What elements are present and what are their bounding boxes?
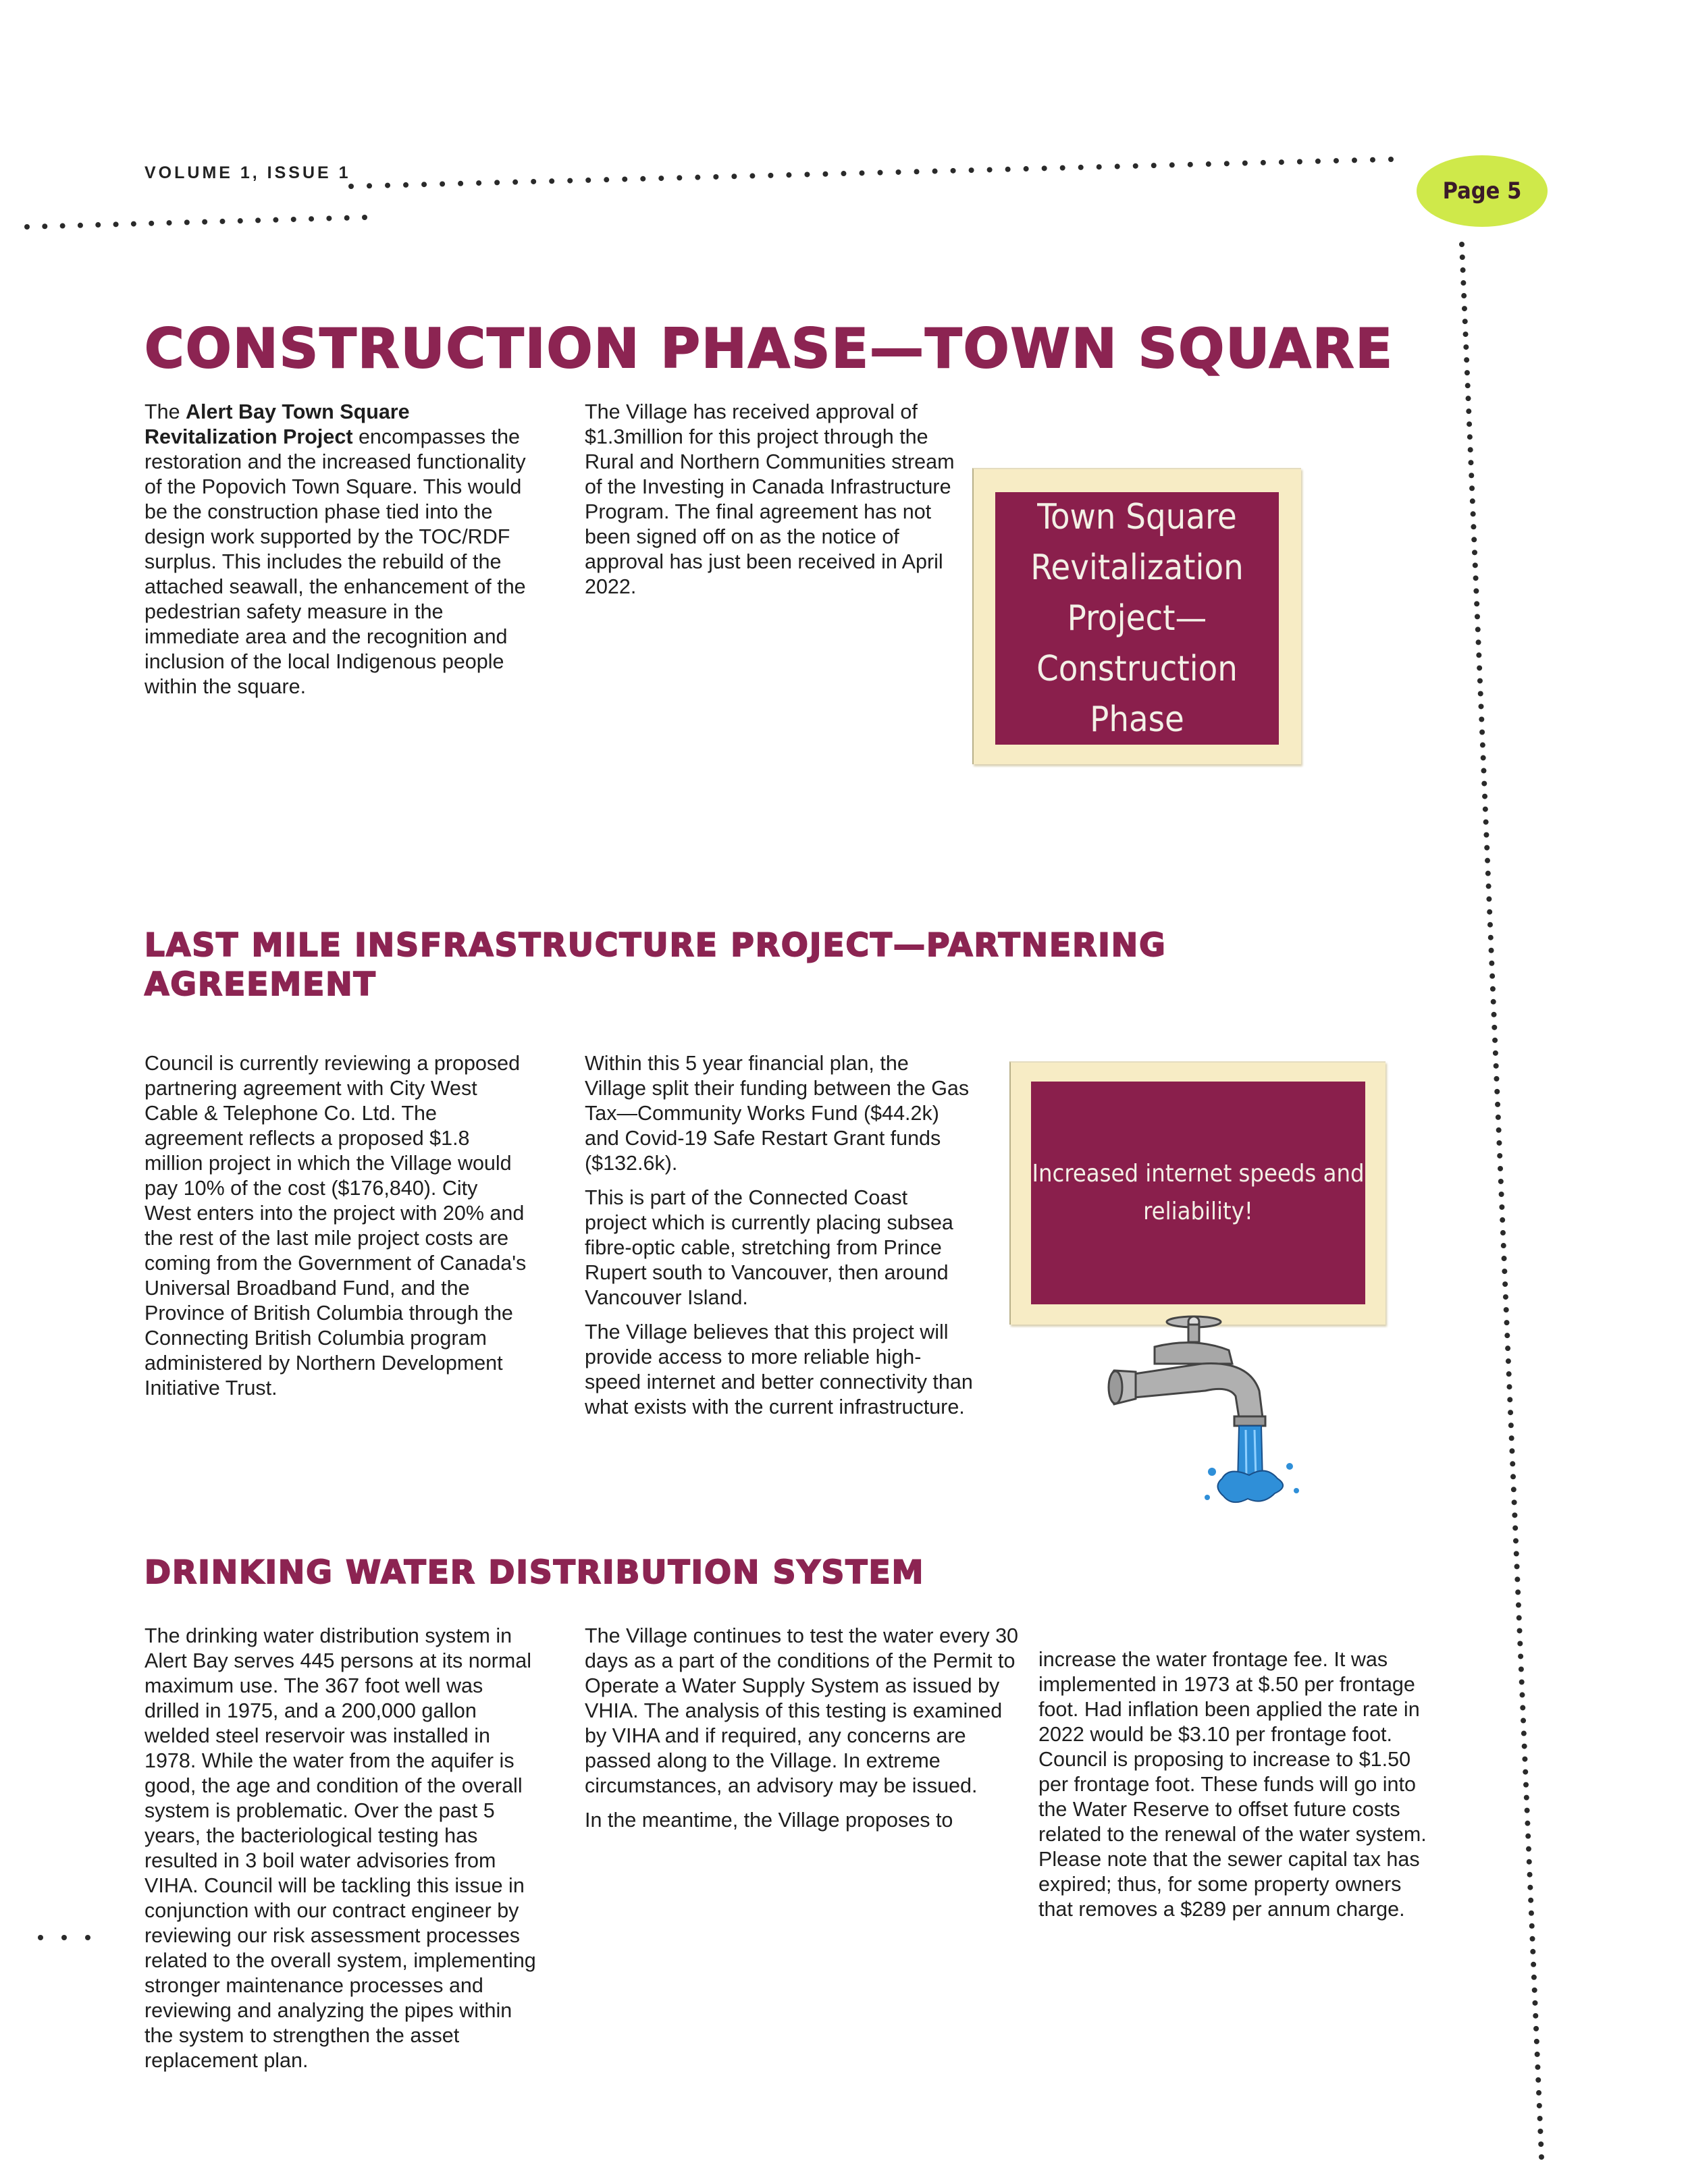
water-column-3: increase the water frontage fee. It was implemented in 1973 at $.50 per frontage foot. Had inflation been applied the rate in 2022 would be $3.10 per frontage foot. Council is proposing to increase to $1.50 per frontage foot. These funds will go into the Water Reserve to offset future costs related to the renewal of the water system. Please note that the sewer capital tax has expired; thus, for some property owners that removes a $289 per annum charge.: [1038, 1648, 1427, 1921]
decorative-dot: [1533, 2026, 1539, 2031]
water-column-2: The Village continues to test the water every 30 days as a part of the conditions of the Permit to Operate a Water Supply System as issued by VHIA. The analysis of this testing is examined by VIHA and if required, any concerns are passed along to the Village. In extreme circumstances, an advisory may be issued. In the meantime, the Village proposes to: [585, 1624, 1019, 1832]
section-title-drinking-water: DRINKING WATER DISTRIBUTION SYSTEM: [144, 1554, 925, 1591]
decorative-dot: [1464, 357, 1469, 363]
decorative-dot: [113, 221, 119, 227]
decorative-dot: [1476, 652, 1481, 658]
decorative-dot: [1471, 537, 1477, 542]
decorative-dot: [238, 218, 243, 223]
decorative-dot: [804, 171, 810, 177]
decorative-dot: [1476, 639, 1481, 645]
decorative-dot: [167, 220, 172, 225]
decorative-dot: [1465, 370, 1470, 375]
decorative-dot: [1492, 1025, 1497, 1030]
decorative-dot: [604, 177, 609, 182]
decorative-dot: [622, 176, 627, 182]
decorative-dot: [1516, 1602, 1521, 1607]
decorative-dot: [1507, 1397, 1512, 1402]
decorative-dot: [1315, 159, 1321, 164]
decorative-dot: [1519, 1680, 1525, 1685]
decorative-dot: [1370, 157, 1375, 163]
decorative-dot: [1477, 665, 1482, 670]
decorative-dot: [1517, 1628, 1523, 1633]
decorative-dot: [1536, 2090, 1541, 2096]
decorative-dot: [1459, 242, 1465, 247]
decorative-dot: [1530, 1949, 1535, 1954]
decorative-dot: [95, 222, 101, 228]
decorative-dot: [1490, 986, 1496, 992]
decorative-dot: [1504, 1307, 1509, 1312]
decorative-dot: [1521, 1718, 1526, 1724]
section-title-town-square: CONSTRUCTION PHASE—TOWN SQUARE: [144, 317, 1394, 380]
decorative-dot: [202, 219, 207, 225]
decorative-dot: [1504, 1320, 1510, 1325]
decorative-dot: [1502, 1256, 1507, 1261]
decorative-dot: [768, 173, 773, 178]
decorative-dot: [1496, 1115, 1501, 1120]
decorative-dot: [640, 176, 645, 182]
decorative-dot: [1525, 1821, 1530, 1826]
decorative-dot: [1487, 922, 1493, 928]
decorative-dot: [841, 171, 846, 176]
decorative-dot: [1529, 1911, 1534, 1916]
decorative-dot: [61, 1935, 67, 1940]
decorative-dot: [1498, 1179, 1504, 1184]
decorative-dot: [42, 223, 47, 229]
decorative-dot: [1494, 1076, 1499, 1082]
decorative-dot: [1005, 167, 1011, 172]
decorative-dot: [1042, 165, 1047, 171]
decorative-dot: [1512, 1512, 1517, 1518]
decorative-dot: [1483, 832, 1489, 838]
decorative-dot: [1461, 293, 1467, 298]
decorative-dot: [1486, 897, 1492, 902]
last-mile-column-2: Within this 5 year financial plan, the Village split their funding between the Gas Tax—Community Works Fund ($44.2k) and Covid-19 Safe Restart Grant funds ($132.6k). This is part of the Connected Coast project which is currently placing subsea fibre-optic cable, stretching from Prince Rupert south to Vancouver, then around Vancouver Island. The Village believes that this project will provide access to more reliable high-speed internet and better connectivity than what exists with the current infrastructure.: [585, 1052, 973, 1418]
decorative-dot: [367, 183, 372, 188]
decorative-dot: [1462, 306, 1467, 311]
internet-sidebar-box: [1009, 1061, 1386, 1325]
decorative-dot: [1506, 1384, 1512, 1389]
decorative-dot: [1078, 165, 1084, 170]
decorative-dot: [1532, 2000, 1537, 2006]
decorative-dot: [1520, 1705, 1525, 1711]
decorative-dot: [1169, 162, 1175, 167]
decorative-dot: [1473, 562, 1478, 568]
decorative-dot: [1477, 678, 1483, 683]
decorative-dot: [344, 215, 350, 221]
decorative-dot: [1509, 1448, 1514, 1454]
decorative-dot: [1497, 1153, 1502, 1158]
decorative-dot: [1517, 1641, 1523, 1646]
decorative-dot: [1535, 2077, 1541, 2083]
town-square-sidebar-box: [972, 468, 1301, 764]
decorative-dot: [131, 221, 136, 227]
decorative-dot: [1060, 165, 1065, 171]
decorative-dot: [1529, 1923, 1535, 1929]
decorative-dot: [1525, 1834, 1531, 1839]
decorative-dot: [713, 174, 718, 180]
decorative-dot: [149, 221, 154, 226]
decorative-dot: [1466, 396, 1471, 401]
decorative-dot: [1514, 1564, 1520, 1569]
decorative-dot: [1471, 524, 1476, 529]
decorative-dot: [951, 168, 956, 174]
decorative-dot: [1537, 2129, 1543, 2134]
decorative-dot: [362, 215, 367, 220]
decorative-dot: [1511, 1487, 1516, 1492]
decorative-dot: [1509, 1435, 1514, 1441]
decorative-dot: [458, 181, 463, 186]
decorative-dot: [932, 169, 938, 174]
decorative-dot: [476, 180, 481, 186]
decorative-dot: [1523, 1769, 1528, 1775]
decorative-dot: [1489, 974, 1495, 979]
decorative-dot: [1496, 1127, 1502, 1133]
decorative-dot: [1478, 691, 1483, 696]
decorative-dot: [1469, 485, 1475, 491]
decorative-dot: [494, 180, 500, 185]
decorative-dot: [1532, 1988, 1537, 1993]
decorative-dot: [78, 223, 83, 228]
decorative-dot: [1494, 1089, 1500, 1094]
decorative-dot: [1481, 768, 1486, 774]
decorative-dot: [1514, 1551, 1519, 1556]
decorative-dot: [1481, 755, 1486, 761]
water-column-1: The drinking water distribution system in Alert Bay serves 445 persons at its normal maximum use. The 367 foot well was drilled in 1975, and a 200,000 gallon welded steel reservoir was installed in 1978. While the water from the aquifer is good, the age and condition of the overall system is problematic. Over the past 5 years, the bacteriological testing has resulted in 3 boil water advisories from VIHA. Council will be tackling this issue in conjunction with our contract engineer by reviewing our risk assessment processes related to the overall system, implementing stronger maintenance processes and reviewing and analyzing the pipes within the system to strengthen the asset replacement plan.: [144, 1624, 536, 2072]
decorative-dot: [1525, 1808, 1530, 1813]
decorative-dot: [1514, 1576, 1520, 1582]
decorative-dot: [1512, 1525, 1518, 1530]
decorative-dot: [1496, 1140, 1502, 1146]
decorative-dot: [85, 1935, 90, 1940]
decorative-dot: [1485, 871, 1491, 876]
decorative-dot: [1530, 1936, 1535, 1942]
decorative-dot: [1188, 162, 1193, 167]
last-mile-column-1: Council is currently reviewing a proposed partnering agreement with City West Cable & Telephone Co. Ltd. The agreement reflects a proposed $1.8 million project in which the Village would pay 10% of the cost ($176,840). City West enters into the project with 20% and the rest of the last mile project costs are coming from the Government of Canada's Universal Broadband Fund, and the Province of British Columbia through the Connecting British Columbia program administered by Northern Development Initiative Trust.: [144, 1052, 527, 1400]
decorative-dot: [1468, 447, 1473, 452]
decorative-dot: [1480, 743, 1485, 748]
decorative-dot: [512, 180, 518, 185]
decorative-dot: [1479, 703, 1484, 709]
decorative-dot: [1133, 163, 1138, 169]
decorative-dot: [1489, 948, 1494, 953]
decorative-dot: [822, 171, 828, 177]
town-square-column-2: The Village has received approval of $1.3million for this project through the Rural and Northern Communities stream of the Investing in Canada Infrastructure Program. The final agreement has not been signed off on as the notice of approval has just been received in April 2022.: [585, 400, 955, 598]
decorative-dot: [1508, 1422, 1514, 1428]
decorative-dot: [1483, 820, 1489, 825]
decorative-dot: [1505, 1346, 1510, 1351]
decorative-dot: [1460, 267, 1466, 273]
decorative-dot: [896, 169, 901, 175]
town-square-sidebar-text: Town Square Revitalization Project— Construction Phase: [995, 492, 1279, 745]
page-number-badge: Page 5: [1417, 155, 1548, 227]
decorative-dot: [1498, 1166, 1503, 1171]
decorative-dot: [1537, 2116, 1543, 2121]
decorative-dot: [1471, 511, 1476, 516]
decorative-dot: [1522, 1744, 1527, 1749]
decorative-dot: [1206, 161, 1211, 167]
decorative-dot: [1539, 2154, 1544, 2160]
decorative-dot: [1502, 1269, 1507, 1274]
decorative-dot: [1467, 434, 1473, 440]
decorative-dot: [309, 216, 314, 221]
decorative-dot: [348, 184, 354, 189]
decorative-dot: [1492, 1038, 1498, 1043]
decorative-dot: [1279, 159, 1284, 165]
decorative-dot: [1487, 909, 1492, 915]
decorative-dot: [749, 174, 755, 179]
town-square-column-1: The Alert Bay Town Square Revitalization Project encompasses the restoration and the increased functionality of the Popovich Town Square. This would be the construction phase tied into the design work supported by the TOC/RDF surplus. This includes the rebuild of the attached seawall, the enhancement of the pedestrian safety measure in the immediate area and the recognition and inclusion of the local Indigenous people within the square.: [144, 400, 526, 698]
decorative-dot: [859, 170, 864, 176]
decorative-dot: [1521, 1731, 1527, 1736]
decorative-dot: [1488, 935, 1494, 940]
decorative-dot: [38, 1935, 43, 1940]
decorative-dot: [1527, 1859, 1532, 1865]
decorative-dot: [1534, 2039, 1539, 2044]
decorative-dot: [1483, 807, 1488, 812]
decorative-dot: [1473, 575, 1479, 581]
decorative-dot: [1510, 1461, 1515, 1466]
decorative-dot: [1499, 1192, 1504, 1197]
decorative-dot: [1531, 1962, 1536, 1967]
decorative-dot: [440, 181, 445, 186]
decorative-dot: [1531, 1975, 1537, 1980]
decorative-dot: [1467, 421, 1472, 427]
volume-issue-header: VOLUME 1, ISSUE 1: [144, 163, 351, 182]
decorative-dot: [1151, 163, 1157, 168]
decorative-dot: [1504, 1333, 1510, 1338]
decorative-dot: [1469, 473, 1474, 478]
decorative-dot: [695, 175, 700, 180]
decorative-dot: [1522, 1757, 1527, 1762]
decorative-dot: [1352, 157, 1357, 163]
decorative-dot: [1485, 858, 1490, 863]
decorative-dot: [1494, 1063, 1499, 1069]
decorative-dot: [291, 217, 296, 222]
decorative-dot: [1484, 845, 1489, 851]
project-name: Alert Bay Town Square Revitalization Project: [144, 400, 410, 448]
decorative-dot: [273, 217, 278, 223]
decorative-dot: [1224, 161, 1230, 166]
decorative-dot: [1503, 1294, 1508, 1300]
decorative-dot: [914, 169, 920, 174]
decorative-dot: [385, 183, 390, 188]
decorative-dot: [1463, 331, 1469, 337]
water-faucet-icon: [1094, 1310, 1337, 1526]
section-title-last-mile: LAST MILE INSFRASTRUCTURE PROJECT—PARTNERING AGREEMENT: [144, 927, 1167, 1003]
decorative-dot: [1499, 1204, 1504, 1210]
decorative-dot: [1537, 2103, 1542, 2108]
decorative-dot: [1535, 2052, 1540, 2057]
decorative-dot: [1470, 498, 1475, 504]
decorative-dot: [1506, 1371, 1512, 1377]
decorative-dot: [1473, 588, 1479, 593]
decorative-dot: [1528, 1898, 1533, 1903]
decorative-dot: [1501, 1243, 1506, 1248]
decorative-dot: [1479, 716, 1484, 722]
decorative-dot: [549, 178, 554, 184]
decorative-dot: [1527, 1885, 1533, 1890]
decorative-dot: [1513, 1538, 1519, 1543]
decorative-dot: [1462, 319, 1468, 324]
decorative-dot: [1115, 164, 1120, 169]
decorative-dot: [326, 215, 332, 221]
decorative-dot: [1493, 1050, 1498, 1056]
decorative-dot: [1024, 166, 1029, 171]
decorative-dot: [1482, 794, 1487, 799]
decorative-dot: [1460, 255, 1465, 260]
decorative-dot: [1466, 408, 1471, 414]
decorative-dot: [1533, 2013, 1538, 2019]
decorative-dot: [731, 174, 737, 179]
decorative-dot: [1512, 1499, 1517, 1505]
decorative-dot: [1500, 1217, 1505, 1223]
decorative-dot: [1500, 1230, 1506, 1235]
decorative-dot: [1516, 1615, 1522, 1620]
decorative-dot: [1297, 159, 1302, 165]
decorative-dot: [1474, 601, 1479, 606]
decorative-dot: [421, 182, 427, 187]
decorative-dot: [1515, 1589, 1521, 1595]
decorative-dot: [1486, 884, 1492, 889]
decorative-dot: [1491, 999, 1496, 1005]
decorative-dot: [60, 223, 65, 229]
decorative-dot: [1535, 2065, 1540, 2070]
decorative-dot: [567, 178, 573, 184]
decorative-dot: [1526, 1846, 1531, 1852]
decorative-dot: [1388, 157, 1394, 162]
decorative-dot: [403, 182, 408, 188]
decorative-dot: [1463, 344, 1469, 350]
decorative-dot: [1538, 2141, 1544, 2147]
decorative-dot: [1334, 158, 1339, 163]
decorative-dot: [1492, 1012, 1497, 1017]
decorative-dot: [1475, 614, 1480, 619]
decorative-dot: [1495, 1102, 1500, 1107]
decorative-dot: [969, 167, 974, 173]
decorative-dot: [24, 224, 30, 230]
decorative-dot: [219, 219, 225, 224]
decorative-dot: [786, 172, 791, 178]
decorative-dot: [878, 170, 883, 176]
decorative-dot: [1524, 1795, 1529, 1801]
decorative-dot: [1097, 164, 1102, 169]
decorative-dot: [658, 176, 664, 181]
decorative-dot: [585, 178, 591, 183]
decorative-dot: [1481, 781, 1487, 787]
decorative-dot: [1506, 1358, 1511, 1364]
decorative-dot: [677, 175, 682, 180]
decorative-dot: [1519, 1693, 1525, 1698]
decorative-dot: [255, 217, 261, 223]
decorative-dot: [1489, 961, 1494, 966]
decorative-dot: [1508, 1410, 1513, 1415]
decorative-dot: [1261, 160, 1266, 165]
decorative-dot: [1527, 1872, 1533, 1877]
decorative-dot: [1465, 383, 1471, 388]
internet-sidebar-text: Increased internet speeds and reliability!: [1031, 1082, 1365, 1304]
decorative-dot: [1468, 460, 1473, 465]
decorative-dot: [1502, 1281, 1508, 1287]
decorative-dot: [1510, 1474, 1516, 1479]
decorative-dot: [1518, 1653, 1523, 1659]
decorative-dot: [1460, 280, 1466, 286]
decorative-dot: [1242, 161, 1248, 166]
decorative-dot: [1475, 627, 1481, 632]
decorative-dot: [531, 179, 536, 184]
decorative-dot: [184, 219, 190, 225]
decorative-dot: [1472, 550, 1477, 555]
decorative-dot: [1523, 1782, 1529, 1788]
decorative-dot: [1519, 1666, 1524, 1672]
decorative-dot: [1479, 730, 1485, 735]
decorative-dot: [987, 167, 993, 172]
